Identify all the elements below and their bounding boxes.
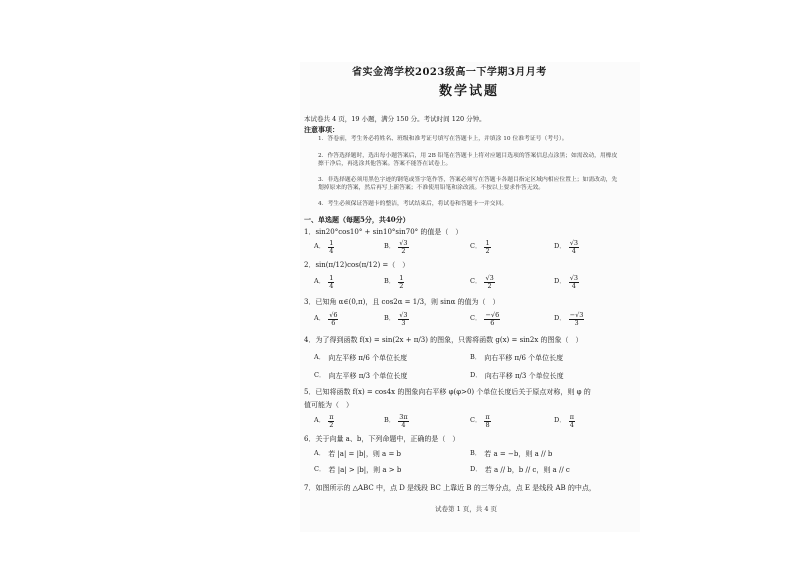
option-letter: B． (384, 416, 396, 425)
question-stem: 4．为了得到函数 f(x) = sin(2x + π/3) 的图象，只需将函数 g(x) = sin2x 的图象（ ） (304, 336, 583, 344)
fraction-denominator: 4 (571, 281, 576, 290)
fraction (484, 275, 494, 289)
exam-info: 本试卷共 4 页，19 小题，满分 150 分。考试时间 120 分钟。 (304, 115, 486, 123)
fraction-numerator: −√6 (485, 311, 500, 319)
option-letter: C． (470, 242, 482, 251)
fraction-denominator: 8 (485, 420, 490, 429)
question-stem-continued: 值可能为（ ） (304, 401, 353, 409)
notice-item: 4．考生必须保证答题卡的整洁，考试结束后，将试卷和答题卡一并交回。 (318, 201, 508, 207)
option-letter: A． (314, 277, 326, 286)
fraction-denominator: 2 (487, 281, 492, 290)
option-a (314, 414, 334, 428)
option-letter: A． (314, 416, 326, 425)
fraction-denominator: 2 (399, 281, 404, 290)
fraction-numerator: √3 (399, 239, 408, 247)
fraction (328, 414, 334, 428)
option-c (314, 466, 401, 474)
option-text: 若 a // b，b // c，则 a // c (484, 466, 570, 474)
option-d (470, 372, 564, 380)
notice-item: 2．作答选择题时，选出每小题答案后，用 2B 铅笔在答题卡上将对应题目选项的答案信息点涂黑；如需改动，用橡皮擦干净后，再选涂其他答案。答案不能答在试卷上。 (318, 153, 618, 167)
option-letter: B． (384, 314, 396, 323)
option-text: 向左平移 π/3 个单位长度 (328, 372, 408, 380)
fraction (569, 414, 575, 428)
fraction-denominator: 3 (574, 318, 579, 327)
notice-item: 3．非选择题必须用黑色字迹的钢笔或签字笔作答，答案必须写在答题卡各题目指定区域内相应位置上；如需改动，先划掉原来的答案，然后再写上新答案；不准使用铅笔和涂改液。不按以上要求作答无效。 (318, 177, 618, 191)
option-a (314, 275, 334, 289)
option-text: 若 |a| = |b|，则 a = b (328, 450, 402, 458)
notice-title: 注意事项： (304, 125, 339, 134)
fraction-denominator: 4 (569, 420, 574, 429)
fraction (398, 275, 404, 289)
option-letter: D． (554, 314, 566, 323)
fraction-numerator: √3 (399, 311, 408, 319)
option-b (384, 275, 404, 289)
fraction-denominator: 2 (485, 246, 490, 255)
option-letter: B． (470, 449, 482, 458)
option-a (314, 240, 334, 254)
fraction-numerator: 1 (399, 274, 404, 282)
fraction-denominator: 2 (401, 246, 406, 255)
question-stem: 6．关于向量 a、b，下列命题中，正确的是（ ） (304, 435, 460, 443)
option-letter: A． (314, 353, 326, 362)
option-b (384, 312, 409, 326)
option-letter: B． (384, 277, 396, 286)
question-stem: 1．sin20°cos10° + sin10°sin70° 的值是（ ） (304, 228, 463, 236)
fraction-numerator: 1 (329, 239, 334, 247)
fraction-numerator: π (329, 413, 334, 421)
fraction-denominator: 3 (401, 318, 406, 327)
option-letter: D． (470, 371, 482, 380)
option-c (314, 372, 407, 380)
question-stem: 3．已知角 α∈(0,π)，且 cos2α = 1/3，则 sinα 的值为（ ） (304, 298, 500, 306)
fraction (328, 312, 338, 326)
option-b (384, 240, 409, 254)
fraction (328, 240, 334, 254)
option-b (470, 450, 552, 458)
fraction (569, 240, 579, 254)
fraction-denominator: 4 (329, 281, 334, 290)
fraction-denominator: 4 (329, 246, 334, 255)
option-text: 若 |a| > |b|，则 a > b (328, 466, 402, 474)
fraction-numerator: π (569, 413, 574, 421)
option-a (314, 354, 407, 362)
option-text: 向右平移 π/6 个单位长度 (484, 354, 564, 362)
fraction-numerator: 1 (329, 274, 334, 282)
option-letter: C． (314, 371, 326, 380)
question-stem: 2．sin(π/12)cos(π/12) =（ ） (304, 261, 410, 269)
option-b (470, 354, 563, 362)
option-text: 向左平移 π/6 个单位长度 (328, 354, 408, 362)
fraction-numerator: √3 (485, 274, 494, 282)
option-d (554, 275, 579, 289)
option-d (554, 240, 579, 254)
fraction (328, 275, 334, 289)
option-c (470, 240, 491, 254)
question-stem: 5．已知将函数 f(x) = cos4x 的图象向右平移 φ(φ>0) 个单位长度后关于原点对称，则 φ 的 (304, 388, 591, 396)
fraction-numerator: √3 (569, 274, 578, 282)
fraction (484, 414, 490, 428)
option-c (470, 275, 495, 289)
option-letter: C． (470, 277, 482, 286)
option-letter: C． (470, 314, 482, 323)
page-footer: 试卷第 1 页，共 4 页 (435, 505, 498, 513)
option-d (554, 312, 584, 326)
fraction (484, 312, 500, 326)
fraction-denominator: 6 (490, 318, 495, 327)
option-letter: C． (470, 416, 482, 425)
school-title: 省实金湾学校2023级高一下学期3月月考 (352, 67, 547, 78)
fraction-numerator: π (485, 413, 490, 421)
option-b (384, 414, 409, 428)
fraction-numerator: 3π (399, 413, 408, 421)
option-letter: D． (470, 465, 482, 474)
fraction (398, 240, 408, 254)
option-letter: D． (554, 242, 566, 251)
subject-title: 数学试题 (439, 84, 500, 99)
option-a (314, 450, 401, 458)
exam-page (300, 62, 640, 532)
notice-item: 1．答卷前，考生务必将姓名、班级和准考证号填写在答题卡上，并填涂 10 位准考证号（考号）。 (318, 136, 568, 142)
section-title: 一、单选题（每题5分，共40分） (304, 215, 410, 224)
fraction-numerator: −√3 (569, 311, 584, 319)
option-text: 若 a = −b，则 a // b (484, 450, 553, 458)
option-letter: C． (314, 465, 326, 474)
option-d (470, 466, 570, 474)
option-d (554, 414, 575, 428)
fraction-denominator: 4 (401, 420, 406, 429)
option-a (314, 312, 338, 326)
fraction-numerator: 1 (485, 239, 490, 247)
option-letter: A． (314, 242, 326, 251)
option-c (470, 312, 500, 326)
fraction (484, 240, 490, 254)
fraction-denominator: 2 (329, 420, 334, 429)
option-letter: B． (470, 353, 482, 362)
fraction-denominator: 4 (571, 246, 576, 255)
fraction-denominator: 6 (331, 318, 336, 327)
fraction (398, 312, 408, 326)
option-letter: D． (554, 277, 566, 286)
option-letter: A． (314, 314, 326, 323)
option-text: 向右平移 π/3 个单位长度 (484, 372, 564, 380)
option-letter: B． (384, 242, 396, 251)
fraction (569, 275, 579, 289)
fraction (398, 414, 408, 428)
fraction-numerator: √3 (569, 239, 578, 247)
option-letter: A． (314, 449, 326, 458)
option-letter: D． (554, 416, 566, 425)
fraction (569, 312, 585, 326)
fraction-numerator: √6 (329, 311, 338, 319)
option-c (470, 414, 491, 428)
question-stem: 7．如图所示的 △ABC 中，点 D 是线段 BC 上靠近 B 的三等分点，点 E 是线段 AB 的中点， (304, 484, 596, 492)
